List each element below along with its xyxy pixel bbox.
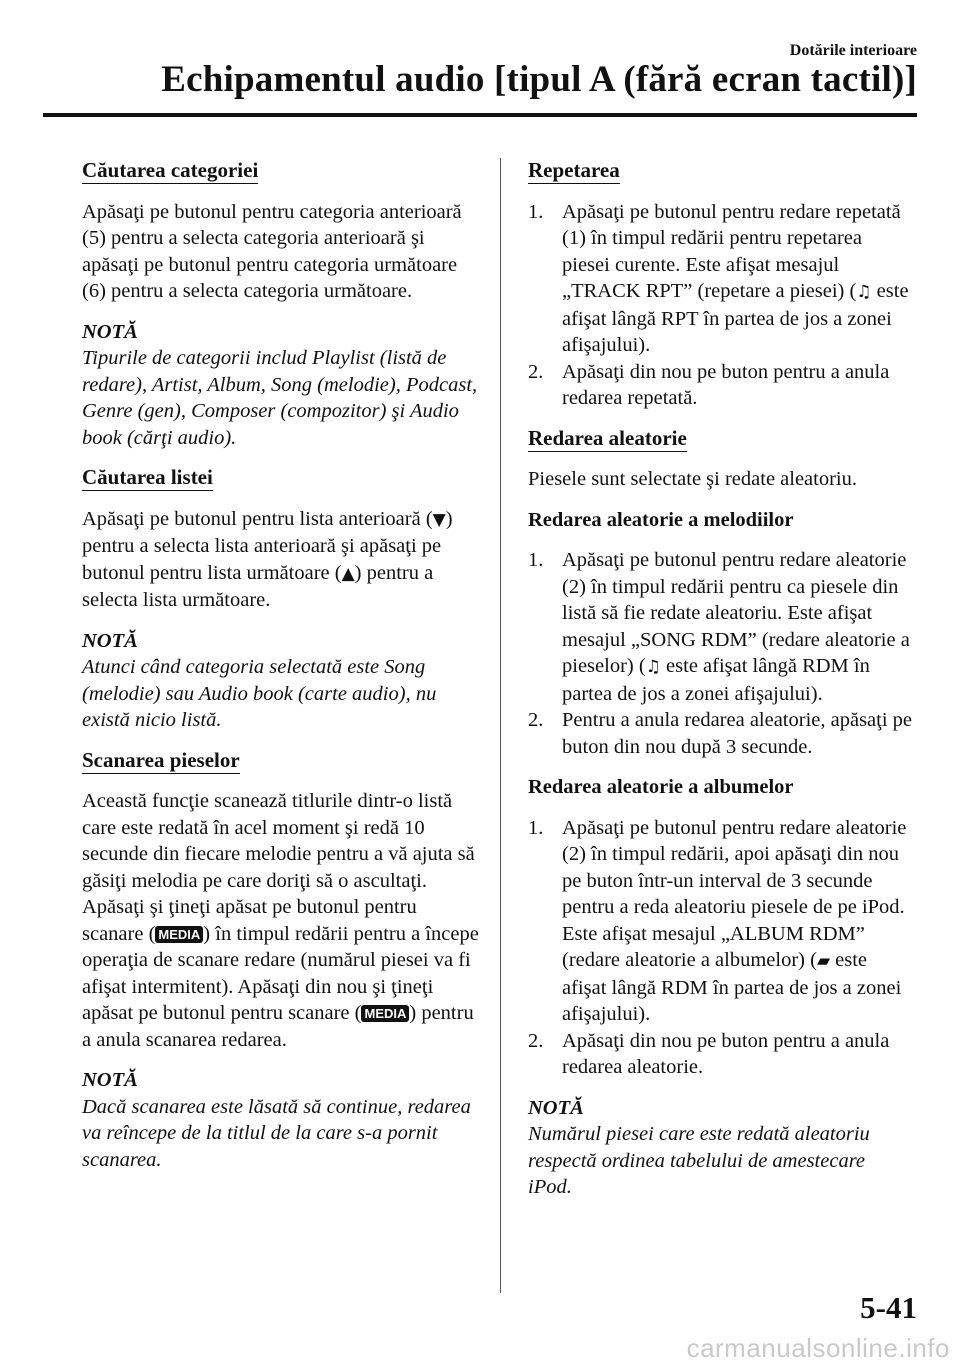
- right-column: [528, 158, 913, 1215]
- random-albums-subheading: Redarea aleatorie a albumelor: [528, 776, 794, 798]
- list-item: 1. Apăsaţi pe butonul pentru redare aleatorie (2) în timpul redării pentru ca piesele din listă să fie redate aleatoriu. Este afişat mesajul „SONG RDM” (redare aleatorie a pieselor) (♫ este afişat lângă RDM în partea de jos a zonei afişajului).: [528, 549, 910, 705]
- left-column: [82, 158, 482, 1187]
- note-title: NOTĂ: [528, 1096, 584, 1119]
- music-note-icon: ♫: [856, 282, 872, 302]
- random-note-text: Numărul piesei care este redată aleatoriu respectă ordinea tabelului de amestecare iPod.: [528, 1123, 870, 1198]
- random-heading: Redarea aleatorie: [528, 425, 687, 450]
- random-albums-steps: [528, 815, 913, 1081]
- media-button-icon: MEDIA: [155, 926, 203, 943]
- up-arrow-icon: ▲: [341, 563, 355, 584]
- page-title: Echipamentul audio [tipul A (fără ecran tactil)]: [161, 59, 917, 100]
- folder-icon: ▰: [816, 951, 831, 971]
- note-title: NOTĂ: [82, 320, 138, 343]
- page-number: 5-41: [860, 1290, 917, 1325]
- list-item: 1. Apăsaţi pe butonul pentru redare repetată (1) în timpul redării pentru repetarea piesei curente. Este afişat mesajul „TRACK RPT” (repetare a piesei) (♫ este afişat lângă RPT în partea de jos a zonei afişajului).: [528, 200, 909, 356]
- list-note-text: Atunci când categoria selectată este Song (melodie) sau Audio book (carte audio), nu există nicio listă.: [82, 656, 437, 731]
- header-section-label: Dotările interioare: [789, 42, 917, 59]
- list-search-text: Apăsaţi pe butonul pentru lista anterioară (▼) pentru a selecta lista anterioară şi apăsaţi pe butonul pentru lista următoare (▲) pentru a selecta lista următoare.: [82, 507, 453, 611]
- list-search-heading: Căutarea listei: [82, 465, 213, 489]
- down-arrow-icon: ▼: [432, 509, 446, 530]
- random-songs-subheading: Redarea aleatorie a melodiilor: [528, 508, 794, 531]
- category-note-text: Tipurile de categorii includ Playlist (listă de redare), Artist, Album, Song (melodie), Podcast, Genre (gen), Composer (compozitor) şi Audio book (cărţi audio).: [82, 347, 478, 449]
- shuffle-note-icon: ♫: [645, 657, 661, 677]
- media-button-icon: MEDIA: [361, 1005, 409, 1022]
- track-scan-text: Această funcţie scanează titlurile dintr-o listă care este redată în acel moment şi redă 10 secunde din fiecare melodie pentru a vă ajuta să găsiţi melodia pe care doriţi să o ascultaţi.: [82, 790, 475, 892]
- list-item: 2. Pentru a anula redarea aleatorie, apăsaţi pe buton din nou după 3 secunde.: [528, 709, 913, 758]
- category-search-heading: Căutarea categoriei: [82, 158, 259, 182]
- note-title: NOTĂ: [82, 1069, 138, 1091]
- list-item: 1. Apăsaţi pe butonul pentru redare aleatorie (2) în timpul redării, apoi apăsaţi din nou pe buton într-un interval de 3 secunde pentru a reda aleatoriu piesele de pe iPod. Este afişat mesajul „ALBUM RDM” (redare aleatorie a albumelor) (▰ este afişat lângă RDM în partea de jos a zonei afişajului).: [528, 816, 907, 1025]
- list-item: 2. Apăsaţi din nou pe buton pentru a anula redarea aleatorie.: [528, 1029, 890, 1078]
- repeat-steps: [528, 199, 913, 412]
- repeat-heading: Repetarea: [528, 158, 620, 182]
- random-intro-text: Piesele sunt selectate şi redate aleatoriu.: [528, 468, 858, 490]
- random-songs-steps: [528, 547, 913, 760]
- note-title: NOTĂ: [82, 629, 138, 652]
- track-scan-instructions: Apăsaţi şi ţineţi apăsat pe butonul pentru scanare ( MEDIA ) în timpul redării pentru a începe operaţia de scanare redare (numărul piesei va fi afişat intermitent). Apăsaţi din nou şi ţineţi apăsat pe butonul pentru scanare ( MEDIA ) pentru a anula scanarea redarea.: [82, 896, 479, 1051]
- column-divider: [500, 158, 501, 1293]
- watermark: carmanualsonline.info: [686, 1333, 950, 1363]
- category-search-text: Apăsaţi pe butonul pentru categoria anterioară (5) pentru a selecta categoria anterioară şi apăsaţi pe butonul pentru categoria următoare (6) pentru a selecta categoria următoare.: [82, 200, 462, 302]
- scan-note-text: Dacă scanarea este lăsată să continue, redarea va reîncepe de la titlul de la care s-a pornit scanarea.: [82, 1095, 471, 1171]
- track-scan-heading: Scanarea pieselor: [82, 747, 240, 772]
- header-rule: [43, 113, 917, 117]
- list-item: 2. Apăsaţi din nou pe buton pentru a anula redarea repetată.: [528, 360, 890, 409]
